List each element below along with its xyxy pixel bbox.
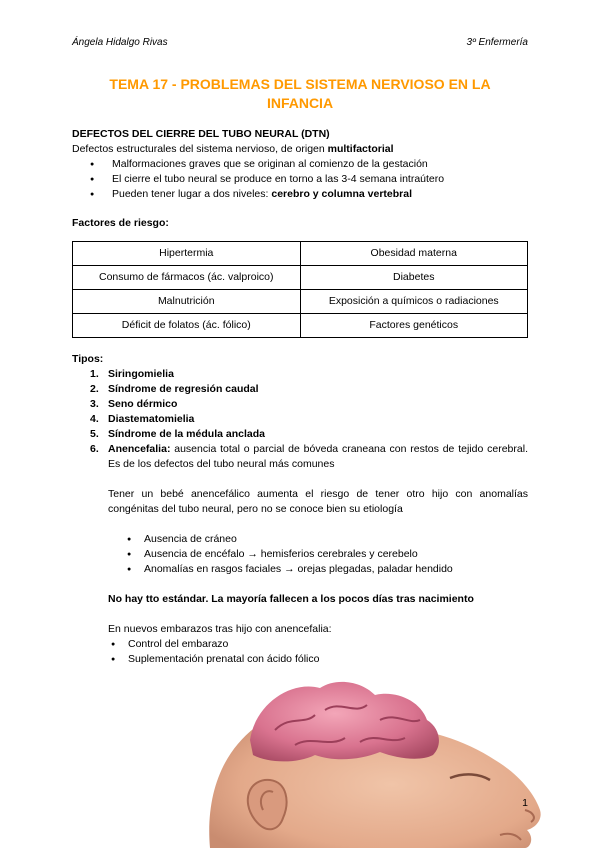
list-item: ● El cierre el tubo neural se produce en torno a las 3-4 semana intraútero bbox=[72, 172, 528, 187]
list-item bbox=[72, 187, 528, 202]
table-row bbox=[73, 290, 528, 314]
tipos-list bbox=[72, 367, 528, 472]
anencephaly-illustration bbox=[195, 670, 550, 848]
item-number: 4. bbox=[90, 413, 99, 425]
list-item: ● Ausencia de cráneo bbox=[72, 532, 528, 547]
tipos-heading: Tipos: bbox=[72, 353, 104, 365]
list-item bbox=[72, 427, 528, 442]
dtn-intro-text: Defectos estructurales del sistema nervioso, de origen bbox=[72, 143, 328, 155]
list-item bbox=[72, 412, 528, 427]
table-row bbox=[73, 266, 528, 290]
section-heading-dtn: DEFECTOS DEL CIERRE DEL TUBO NEURAL (DTN) bbox=[72, 128, 330, 140]
item-label: Seno dérmico bbox=[108, 398, 178, 410]
dtn-intro bbox=[72, 142, 528, 157]
item-description: ausencia total o parcial de bóveda craneana con restos de tejido cerebral. Es de los defectos del tubo neural más comunes bbox=[108, 443, 528, 470]
item-number: 6. bbox=[90, 443, 99, 455]
item-number: 1. bbox=[90, 368, 99, 380]
table-cell: Hipertermia bbox=[73, 242, 301, 266]
header-course: 3º Enfermería bbox=[466, 37, 528, 48]
table-cell: Consumo de fármacos (ác. valproico) bbox=[73, 266, 301, 290]
item-label: Síndrome de la médula anclada bbox=[108, 428, 265, 440]
bullet-text: Pueden tener lugar a dos niveles: bbox=[112, 188, 272, 200]
anencefalia-bullets bbox=[72, 532, 528, 577]
item-label: Síndrome de regresión caudal bbox=[108, 383, 259, 395]
pregnancy-paragraph: En nuevos embarazos tras hijo con anencefalia: bbox=[108, 623, 332, 635]
list-item-anencefalia bbox=[72, 442, 528, 472]
anencefalia-paragraph: Tener un bebé anencefálico aumenta el riesgo de tener otro hijo con anomalías congénitas del tubo neural, pero no se conoce bien su etiología bbox=[108, 488, 528, 515]
list-item: ● Control del embarazo bbox=[56, 637, 528, 652]
risk-heading: Factores de riesgo: bbox=[72, 217, 169, 229]
list-item: ● Suplementación prenatal con ácido fólico bbox=[56, 652, 528, 667]
list-item bbox=[72, 397, 528, 412]
item-label: Anencefalia: bbox=[108, 443, 171, 455]
list-item bbox=[72, 367, 528, 382]
table-row bbox=[73, 242, 528, 266]
title-line-1: TEMA 17 - PROBLEMAS DEL SISTEMA NERVIOSO EN LA bbox=[109, 76, 491, 92]
document-body bbox=[72, 127, 528, 667]
dtn-bullet-list bbox=[72, 157, 528, 202]
list-item bbox=[72, 382, 528, 397]
table-cell: Diabetes bbox=[300, 266, 528, 290]
item-label: Diastematomielia bbox=[108, 413, 195, 425]
treatment-note: No hay tto estándar. La mayoría fallecen a los pocos días tras nacimiento bbox=[108, 593, 474, 605]
title-line-2: INFANCIA bbox=[266, 95, 334, 111]
list-item: ● Ausencia de encéfalo → hemisferios cerebrales y cerebelo bbox=[72, 547, 528, 562]
table-cell: Malnutrición bbox=[73, 290, 301, 314]
page-number: 1 bbox=[522, 797, 528, 809]
table-cell: Obesidad materna bbox=[300, 242, 528, 266]
item-number: 5. bbox=[90, 428, 99, 440]
list-item: ● Anomalías en rasgos faciales → orejas plegadas, paladar hendido bbox=[72, 562, 528, 577]
item-number: 3. bbox=[90, 398, 99, 410]
page-title bbox=[72, 75, 528, 113]
list-item: ● Malformaciones graves que se originan al comienzo de la gestación bbox=[72, 157, 528, 172]
item-label: Siringomielia bbox=[108, 368, 174, 380]
dtn-intro-bold: multifactorial bbox=[327, 143, 394, 155]
bullet-bold: cerebro y columna vertebral bbox=[271, 188, 413, 200]
pregnancy-bullets bbox=[56, 637, 528, 667]
table-cell: Exposición a químicos o radiaciones bbox=[300, 290, 528, 314]
table-row bbox=[73, 314, 528, 338]
header-author: Ángela Hidalgo Rivas bbox=[72, 37, 168, 48]
table-cell: Factores genéticos bbox=[300, 314, 528, 338]
table-cell: Déficit de folatos (ác. fólico) bbox=[73, 314, 301, 338]
risk-factors-table bbox=[72, 241, 528, 338]
item-number: 2. bbox=[90, 383, 99, 395]
